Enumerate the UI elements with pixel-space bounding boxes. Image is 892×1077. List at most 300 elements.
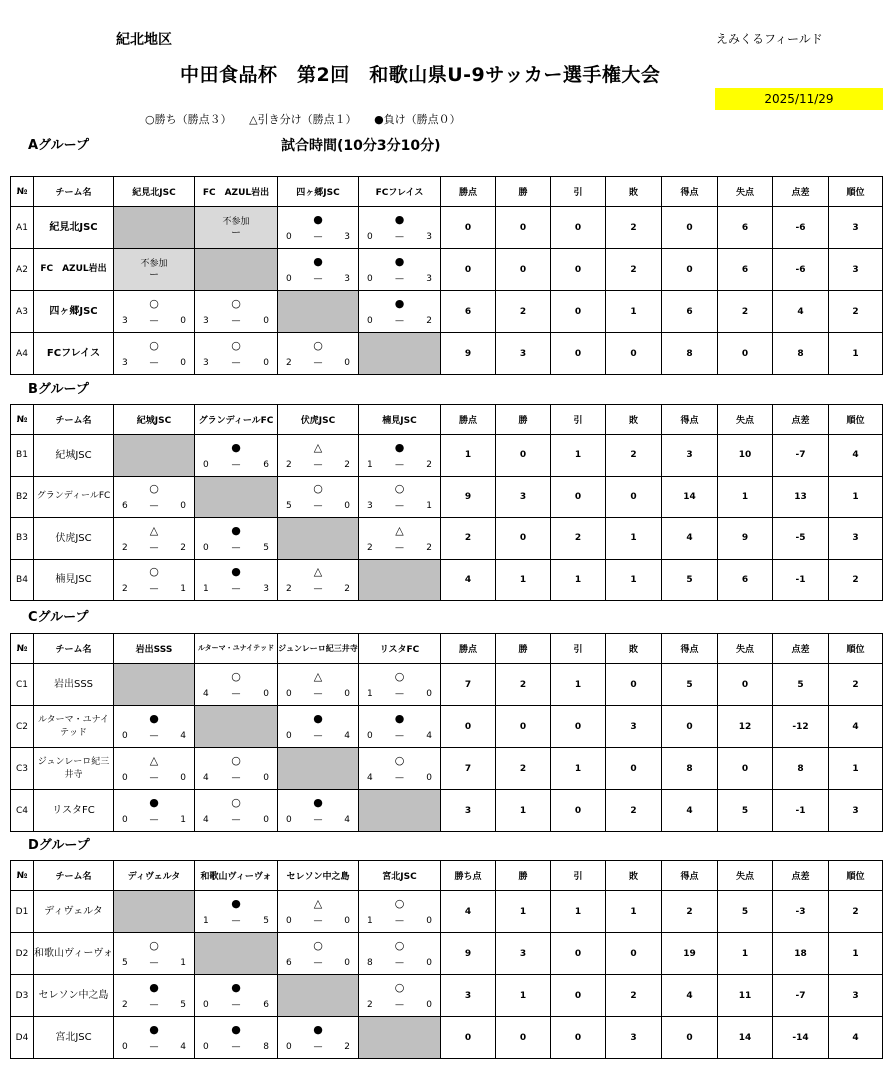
match-score bbox=[195, 316, 277, 326]
stat-rank: 1 bbox=[829, 476, 883, 518]
stat-rank: 3 bbox=[829, 249, 883, 291]
table-header-row bbox=[11, 634, 883, 664]
stat-points: 0 bbox=[441, 249, 496, 291]
stat-wins: 0 bbox=[496, 249, 551, 291]
result-symbol: △ bbox=[313, 670, 323, 683]
column-header: 伏虎JSC bbox=[278, 405, 359, 435]
stat-goals-against: 6 bbox=[718, 559, 773, 601]
score-against: 8 bbox=[263, 1042, 269, 1052]
match-score bbox=[359, 773, 440, 783]
result-symbol: ○ bbox=[149, 939, 159, 952]
score-separator: — bbox=[149, 958, 159, 968]
match-result-cell bbox=[114, 476, 195, 518]
match-dash: ー bbox=[231, 227, 241, 239]
match-result-cell bbox=[359, 706, 441, 748]
match-result-cell bbox=[278, 790, 359, 832]
stat-goals-against: 2 bbox=[718, 291, 773, 333]
score-against: 4 bbox=[426, 731, 432, 741]
stat-losses: 1 bbox=[606, 291, 662, 333]
match-score bbox=[114, 773, 194, 783]
legend-loss: ●負け（勝点０） bbox=[374, 113, 461, 126]
standings-table bbox=[10, 176, 883, 375]
team-name: FCフレイス bbox=[34, 333, 114, 375]
score-against: 0 bbox=[344, 958, 350, 968]
stat-goal-difference: -14 bbox=[773, 1017, 829, 1059]
row-number: A4 bbox=[11, 333, 34, 375]
team-name: セレソン中之島 bbox=[34, 975, 114, 1017]
standings-table bbox=[10, 633, 883, 832]
match-result-cell bbox=[114, 291, 195, 333]
self-match-cell bbox=[278, 975, 359, 1017]
self-match-cell bbox=[359, 790, 441, 832]
match-result-cell bbox=[278, 476, 359, 518]
column-header: リスタFC bbox=[359, 634, 441, 664]
score-separator: — bbox=[149, 316, 159, 326]
stat-points: 4 bbox=[441, 891, 496, 933]
column-header: ルターマ・ユナイテッド bbox=[195, 634, 278, 664]
column-header: 点差 bbox=[773, 634, 829, 664]
self-match-cell bbox=[114, 435, 195, 477]
score-separator: — bbox=[231, 916, 241, 926]
column-header: 失点 bbox=[718, 405, 773, 435]
stat-losses: 2 bbox=[606, 435, 662, 477]
date-badge: 2025/11/29 bbox=[715, 88, 883, 110]
score-against: 1 bbox=[426, 501, 432, 512]
score-against: 2 bbox=[426, 316, 432, 326]
match-result-cell bbox=[278, 435, 359, 477]
score-for: 6 bbox=[286, 958, 292, 968]
stat-goals-against: 0 bbox=[718, 333, 773, 375]
stat-points: 9 bbox=[441, 476, 496, 518]
group-label: Bグループ bbox=[28, 382, 89, 397]
stat-goal-difference: 8 bbox=[773, 748, 829, 790]
match-result-cell bbox=[278, 664, 359, 706]
stat-wins: 1 bbox=[496, 975, 551, 1017]
column-header: チーム名 bbox=[34, 177, 114, 207]
match-score bbox=[195, 543, 277, 553]
column-header: 和歌山ヴィーヴォ bbox=[195, 861, 278, 891]
stat-goal-difference: -6 bbox=[773, 249, 829, 291]
match-result-cell bbox=[359, 476, 441, 518]
table-row bbox=[11, 748, 883, 790]
stat-goals-for: 19 bbox=[662, 933, 718, 975]
stat-draws: 0 bbox=[551, 975, 606, 1017]
match-result-cell bbox=[278, 891, 359, 933]
row-number: C3 bbox=[11, 748, 34, 790]
column-header: 敗 bbox=[606, 861, 662, 891]
stat-goals-against: 6 bbox=[718, 249, 773, 291]
match-score bbox=[359, 316, 440, 326]
score-against: 6 bbox=[263, 459, 269, 470]
column-header: ジュンレーロ紀三井寺 bbox=[278, 634, 359, 664]
score-against: 0 bbox=[426, 958, 432, 968]
match-score bbox=[359, 1000, 440, 1010]
score-against: 2 bbox=[344, 1042, 350, 1052]
match-score bbox=[114, 501, 194, 511]
result-symbol: ○ bbox=[394, 754, 405, 767]
score-for: 5 bbox=[122, 958, 128, 968]
match-result-cell bbox=[114, 1017, 195, 1059]
stat-points: 1 bbox=[441, 435, 496, 477]
stat-rank: 1 bbox=[829, 748, 883, 790]
score-for: 3 bbox=[367, 501, 373, 512]
result-symbol: ● bbox=[231, 523, 241, 537]
score-against: 0 bbox=[344, 358, 350, 368]
match-result-cell bbox=[195, 748, 278, 790]
result-symbol: ○ bbox=[149, 565, 159, 579]
score-against: 0 bbox=[263, 316, 269, 326]
stat-points: 7 bbox=[441, 664, 496, 706]
stat-rank: 3 bbox=[829, 518, 883, 560]
stat-wins: 2 bbox=[496, 664, 551, 706]
score-against: 3 bbox=[426, 232, 432, 242]
stat-goals-against: 0 bbox=[718, 664, 773, 706]
score-for: 0 bbox=[122, 815, 128, 825]
stat-draws: 0 bbox=[551, 706, 606, 748]
score-separator: — bbox=[149, 1042, 159, 1052]
column-header: チーム名 bbox=[34, 634, 114, 664]
stat-losses: 0 bbox=[606, 933, 662, 975]
stat-wins: 2 bbox=[496, 291, 551, 333]
stat-points: 0 bbox=[441, 1017, 496, 1059]
table-row bbox=[11, 476, 883, 518]
match-score bbox=[195, 584, 277, 594]
stat-goals-for: 8 bbox=[662, 748, 718, 790]
score-separator: — bbox=[231, 542, 241, 553]
match-result-cell bbox=[195, 518, 278, 560]
table-row bbox=[11, 975, 883, 1017]
column-header: № bbox=[11, 405, 34, 435]
table-row bbox=[11, 518, 883, 560]
score-against: 0 bbox=[180, 358, 186, 368]
result-symbol: ● bbox=[313, 712, 323, 725]
match-note: 不参加 bbox=[140, 258, 168, 269]
match-dash: ー bbox=[149, 269, 159, 281]
score-for: 2 bbox=[122, 542, 128, 553]
self-match-cell bbox=[195, 933, 278, 975]
match-result-cell bbox=[195, 291, 278, 333]
row-number: C4 bbox=[11, 790, 34, 832]
column-header: 点差 bbox=[773, 861, 829, 891]
stat-losses: 2 bbox=[606, 207, 662, 249]
score-for: 1 bbox=[203, 584, 209, 595]
score-for: 2 bbox=[367, 542, 373, 553]
result-symbol: ○ bbox=[149, 297, 159, 310]
score-for: 2 bbox=[122, 584, 128, 595]
stat-goals-against: 1 bbox=[718, 476, 773, 518]
stat-goals-for: 4 bbox=[662, 790, 718, 832]
score-for: 2 bbox=[286, 584, 292, 595]
score-separator: — bbox=[231, 584, 241, 595]
match-score bbox=[114, 958, 194, 968]
match-result-cell bbox=[195, 790, 278, 832]
match-score bbox=[359, 731, 440, 741]
stat-draws: 1 bbox=[551, 435, 606, 477]
score-for: 0 bbox=[203, 1000, 209, 1010]
match-result-cell bbox=[195, 333, 278, 375]
score-separator: — bbox=[313, 958, 323, 968]
stat-rank: 3 bbox=[829, 207, 883, 249]
result-symbol: ● bbox=[313, 255, 323, 268]
match-result-cell bbox=[195, 435, 278, 477]
score-for: 0 bbox=[122, 1042, 128, 1052]
table-row bbox=[11, 435, 883, 477]
result-symbol: ○ bbox=[313, 939, 323, 952]
column-header: 引 bbox=[551, 177, 606, 207]
result-symbol: ● bbox=[231, 440, 241, 454]
score-for: 0 bbox=[203, 1042, 209, 1052]
score-for: 3 bbox=[203, 316, 209, 326]
result-symbol: ○ bbox=[394, 981, 405, 994]
score-against: 0 bbox=[344, 689, 350, 699]
stat-goal-difference: -12 bbox=[773, 706, 829, 748]
score-against: 0 bbox=[263, 773, 269, 783]
table-header-row bbox=[11, 177, 883, 207]
score-separator: — bbox=[231, 773, 241, 783]
row-number: A3 bbox=[11, 291, 34, 333]
column-header: チーム名 bbox=[34, 861, 114, 891]
score-against: 4 bbox=[180, 1042, 186, 1052]
column-header: 勝ち点 bbox=[441, 861, 496, 891]
legend-draw: △引き分け（勝点１） bbox=[249, 113, 357, 126]
match-score bbox=[195, 916, 277, 926]
team-name: ジュンレーロ紀三井寺 bbox=[34, 748, 114, 790]
column-header: 失点 bbox=[718, 861, 773, 891]
result-symbol: △ bbox=[313, 897, 323, 910]
column-header: FCフレイス bbox=[359, 177, 441, 207]
score-for: 4 bbox=[367, 773, 373, 783]
self-match-cell bbox=[114, 207, 195, 249]
stat-goals-against: 5 bbox=[718, 891, 773, 933]
match-time-label: 試合時間(10分3分10分) bbox=[281, 138, 441, 154]
stat-goal-difference: 18 bbox=[773, 933, 829, 975]
table-header-row bbox=[11, 861, 883, 891]
score-against: 1 bbox=[180, 958, 186, 968]
column-header: 得点 bbox=[662, 634, 718, 664]
self-match-cell bbox=[114, 664, 195, 706]
stat-goals-against: 10 bbox=[718, 435, 773, 477]
score-separator: — bbox=[313, 584, 323, 595]
stat-wins: 1 bbox=[496, 559, 551, 601]
stat-wins: 0 bbox=[496, 207, 551, 249]
result-symbol: ● bbox=[149, 796, 159, 809]
stat-rank: 2 bbox=[829, 891, 883, 933]
match-score bbox=[359, 460, 440, 470]
match-result-cell bbox=[278, 706, 359, 748]
row-number: C2 bbox=[11, 706, 34, 748]
score-against: 0 bbox=[426, 916, 432, 926]
score-for: 0 bbox=[286, 689, 292, 699]
score-for: 4 bbox=[203, 773, 209, 783]
row-number: A2 bbox=[11, 249, 34, 291]
score-separator: — bbox=[149, 542, 159, 553]
team-name: 和歌山ヴィーヴォ bbox=[34, 933, 114, 975]
score-for: 0 bbox=[286, 1042, 292, 1052]
stat-wins: 2 bbox=[496, 748, 551, 790]
result-symbol: ● bbox=[231, 1023, 241, 1036]
stat-draws: 0 bbox=[551, 790, 606, 832]
stat-points: 3 bbox=[441, 790, 496, 832]
match-result-cell bbox=[195, 207, 278, 249]
stat-goals-for: 8 bbox=[662, 333, 718, 375]
result-symbol: ● bbox=[149, 1023, 159, 1036]
stat-draws: 0 bbox=[551, 207, 606, 249]
column-header: 勝 bbox=[496, 405, 551, 435]
stat-goal-difference: -7 bbox=[773, 975, 829, 1017]
stat-goals-for: 4 bbox=[662, 518, 718, 560]
match-score bbox=[359, 501, 440, 511]
match-result-cell bbox=[278, 559, 359, 601]
stat-goal-difference: -1 bbox=[773, 790, 829, 832]
score-for: 0 bbox=[367, 232, 373, 242]
stat-rank: 1 bbox=[829, 333, 883, 375]
score-against: 4 bbox=[344, 731, 350, 741]
column-header: 宮北JSC bbox=[359, 861, 441, 891]
score-separator: — bbox=[395, 916, 404, 926]
score-for: 2 bbox=[286, 358, 292, 368]
team-name: FC AZUL岩出 bbox=[34, 249, 114, 291]
score-for: 4 bbox=[203, 815, 209, 825]
stat-points: 0 bbox=[441, 706, 496, 748]
result-symbol: △ bbox=[313, 565, 323, 579]
score-for: 0 bbox=[203, 542, 209, 553]
stat-wins: 0 bbox=[496, 518, 551, 560]
match-score bbox=[359, 232, 440, 242]
score-against: 0 bbox=[263, 358, 269, 368]
score-separator: — bbox=[395, 689, 404, 699]
result-symbol: ● bbox=[231, 981, 241, 994]
column-header: 勝 bbox=[496, 177, 551, 207]
score-separator: — bbox=[231, 1042, 241, 1052]
match-score bbox=[278, 358, 358, 368]
match-score bbox=[114, 1000, 194, 1010]
stat-goal-difference: -6 bbox=[773, 207, 829, 249]
stat-draws: 1 bbox=[551, 748, 606, 790]
match-result-cell bbox=[114, 790, 195, 832]
column-header: 引 bbox=[551, 405, 606, 435]
score-separator: — bbox=[149, 815, 159, 825]
match-result-cell bbox=[359, 975, 441, 1017]
match-result-cell bbox=[195, 664, 278, 706]
match-score bbox=[114, 584, 194, 594]
stat-points: 9 bbox=[441, 333, 496, 375]
stat-wins: 0 bbox=[496, 435, 551, 477]
match-result-cell bbox=[359, 435, 441, 477]
stat-rank: 3 bbox=[829, 975, 883, 1017]
score-separator: — bbox=[395, 542, 404, 553]
table-row bbox=[11, 706, 883, 748]
match-note: 不参加 bbox=[222, 216, 250, 227]
score-against: 3 bbox=[263, 584, 269, 595]
column-header: 失点 bbox=[718, 634, 773, 664]
stat-losses: 0 bbox=[606, 664, 662, 706]
stat-losses: 3 bbox=[606, 1017, 662, 1059]
result-symbol: ○ bbox=[394, 670, 405, 683]
stat-goals-against: 9 bbox=[718, 518, 773, 560]
table-row bbox=[11, 249, 883, 291]
stat-draws: 1 bbox=[551, 664, 606, 706]
score-for: 2 bbox=[122, 1000, 128, 1010]
result-symbol: ○ bbox=[394, 939, 405, 952]
stat-rank: 2 bbox=[829, 664, 883, 706]
stat-points: 4 bbox=[441, 559, 496, 601]
score-separator: — bbox=[313, 916, 323, 926]
score-separator: — bbox=[231, 358, 241, 368]
column-header: グランディールFC bbox=[195, 405, 278, 435]
match-score bbox=[278, 1042, 358, 1052]
column-header: 勝 bbox=[496, 861, 551, 891]
match-result-cell bbox=[195, 559, 278, 601]
score-against: 4 bbox=[180, 731, 186, 741]
stat-losses: 2 bbox=[606, 790, 662, 832]
stat-goal-difference: 8 bbox=[773, 333, 829, 375]
result-symbol: ● bbox=[313, 213, 323, 226]
stat-wins: 3 bbox=[496, 476, 551, 518]
score-against: 5 bbox=[263, 542, 269, 553]
result-symbol: ● bbox=[394, 213, 405, 226]
match-score bbox=[114, 543, 194, 553]
match-result-cell bbox=[359, 518, 441, 560]
match-score bbox=[195, 815, 277, 825]
result-symbol: △ bbox=[395, 523, 404, 537]
score-for: 0 bbox=[286, 815, 292, 825]
stat-wins: 1 bbox=[496, 790, 551, 832]
self-match-cell bbox=[359, 1017, 441, 1059]
match-score bbox=[195, 460, 277, 470]
score-for: 0 bbox=[367, 731, 373, 741]
column-header: 敗 bbox=[606, 177, 662, 207]
match-result-cell bbox=[114, 933, 195, 975]
match-score bbox=[114, 316, 194, 326]
team-name: 伏虎JSC bbox=[34, 518, 114, 560]
stat-goal-difference: 5 bbox=[773, 664, 829, 706]
match-result-cell bbox=[195, 1017, 278, 1059]
self-match-cell bbox=[195, 476, 278, 518]
result-symbol: ● bbox=[231, 565, 241, 579]
score-for: 0 bbox=[122, 731, 128, 741]
stat-draws: 0 bbox=[551, 1017, 606, 1059]
stat-losses: 2 bbox=[606, 249, 662, 291]
result-symbol: ○ bbox=[313, 482, 323, 496]
score-separator: — bbox=[395, 773, 404, 783]
result-symbol: △ bbox=[149, 523, 159, 537]
match-score bbox=[278, 460, 358, 470]
score-separator: — bbox=[149, 731, 159, 741]
team-name: 岩出SSS bbox=[34, 664, 114, 706]
table-row bbox=[11, 207, 883, 249]
stat-goal-difference: -1 bbox=[773, 559, 829, 601]
score-against: 2 bbox=[180, 542, 186, 553]
score-separator: — bbox=[313, 274, 323, 284]
column-header: 得点 bbox=[662, 861, 718, 891]
score-against: 0 bbox=[263, 689, 269, 699]
stat-rank: 4 bbox=[829, 1017, 883, 1059]
stat-losses: 0 bbox=[606, 476, 662, 518]
score-against: 0 bbox=[426, 1000, 432, 1010]
column-header: 順位 bbox=[829, 177, 883, 207]
score-against: 0 bbox=[263, 815, 269, 825]
stat-draws: 2 bbox=[551, 518, 606, 560]
stat-points: 6 bbox=[441, 291, 496, 333]
result-symbol: ○ bbox=[149, 339, 159, 352]
result-symbol: ● bbox=[231, 897, 241, 910]
self-match-cell bbox=[195, 249, 278, 291]
table-row bbox=[11, 790, 883, 832]
stat-goals-for: 14 bbox=[662, 476, 718, 518]
column-header: 勝点 bbox=[441, 177, 496, 207]
column-header: セレソン中之島 bbox=[278, 861, 359, 891]
table-row bbox=[11, 891, 883, 933]
